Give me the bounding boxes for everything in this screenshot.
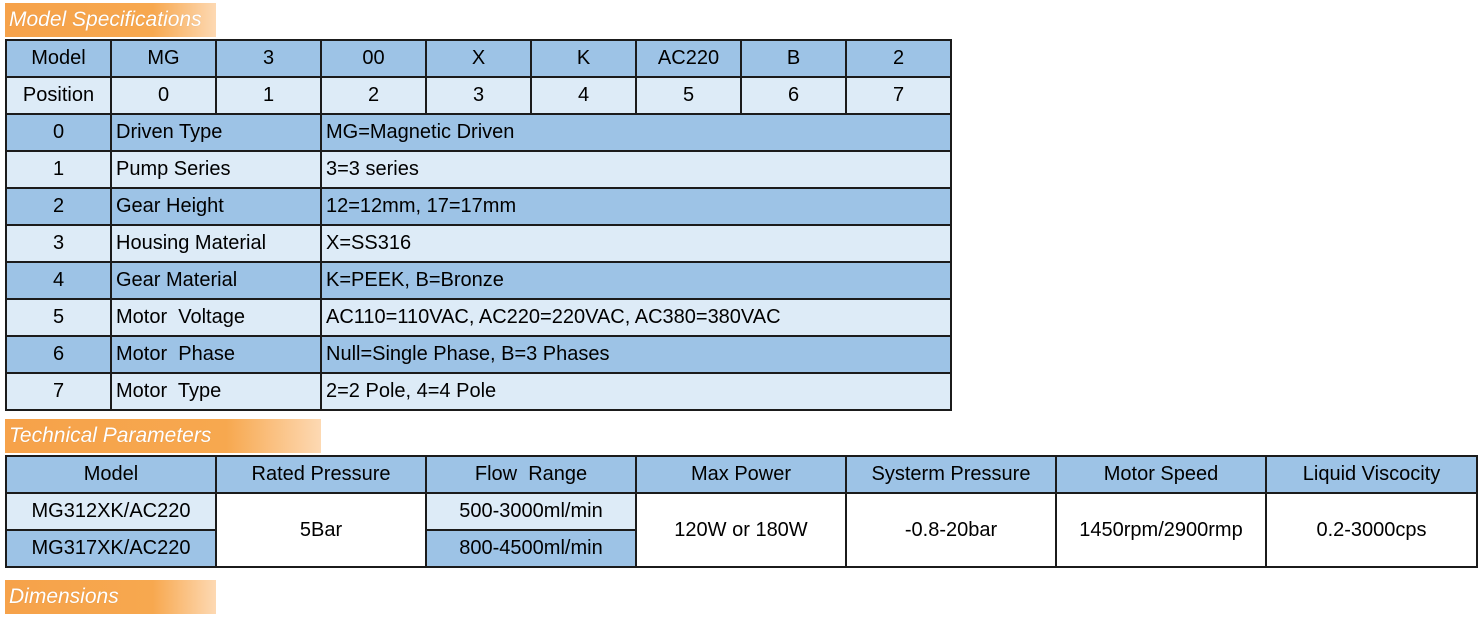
model-code-cell: B [741, 40, 846, 77]
header-liquid-viscosity: Liquid Viscocity [1266, 456, 1477, 493]
header-model: Model [6, 456, 216, 493]
spec-position: 7 [6, 373, 111, 410]
model-code-cell: 3 [216, 40, 321, 77]
position-cell: 0 [111, 77, 216, 114]
spec-description: Null=Single Phase, B=3 Phases [321, 336, 951, 373]
model-code-cell: MG [111, 40, 216, 77]
tech-row [6, 493, 1477, 530]
rated-pressure-cell: 5Bar [216, 493, 426, 567]
spec-position: 6 [6, 336, 111, 373]
spec-name: Gear Height [111, 188, 321, 225]
max-power-cell: 120W or 180W [636, 493, 846, 567]
spec-row [6, 151, 951, 188]
spec-name: Motor Voltage [111, 299, 321, 336]
position-row [6, 77, 951, 114]
header-motor-speed: Motor Speed [1056, 456, 1266, 493]
spec-row [6, 188, 951, 225]
position-cell: 6 [741, 77, 846, 114]
spec-description: AC110=110VAC, AC220=220VAC, AC380=380VAC [321, 299, 951, 336]
spec-name: Motor Type [111, 373, 321, 410]
model-code-cell: 00 [321, 40, 426, 77]
spec-description: K=PEEK, B=Bronze [321, 262, 951, 299]
technical-parameters-table [5, 455, 1478, 568]
model-code-row [6, 40, 951, 77]
model-specifications-table [5, 39, 952, 411]
system-pressure-cell: -0.8-20bar [846, 493, 1056, 567]
model-code-cell: AC220 [636, 40, 741, 77]
model-code-cell: 2 [846, 40, 951, 77]
spec-name: Motor Phase [111, 336, 321, 373]
spec-description: X=SS316 [321, 225, 951, 262]
header-max-power: Max Power [636, 456, 846, 493]
spec-name: Driven Type [111, 114, 321, 151]
model-label-cell: Model [6, 40, 111, 77]
spec-description: 3=3 series [321, 151, 951, 188]
position-cell: 7 [846, 77, 951, 114]
position-cell: 2 [321, 77, 426, 114]
position-cell: 3 [426, 77, 531, 114]
spec-position: 2 [6, 188, 111, 225]
spec-description: 12=12mm, 17=17mm [321, 188, 951, 225]
flow-range-cell: 800-4500ml/min [426, 530, 636, 567]
spec-position: 5 [6, 299, 111, 336]
spec-row [6, 225, 951, 262]
spec-description: 2=2 Pole, 4=4 Pole [321, 373, 951, 410]
spec-row [6, 114, 951, 151]
tech-header-row [6, 456, 1477, 493]
model-cell: MG317XK/AC220 [6, 530, 216, 567]
spec-row [6, 299, 951, 336]
position-cell: 4 [531, 77, 636, 114]
spec-name: Pump Series [111, 151, 321, 188]
spec-position: 1 [6, 151, 111, 188]
flow-range-cell: 500-3000ml/min [426, 493, 636, 530]
header-system-pressure: Systerm Pressure [846, 456, 1056, 493]
position-cell: 5 [636, 77, 741, 114]
model-code-cell: X [426, 40, 531, 77]
spec-row [6, 373, 951, 410]
position-cell: 1 [216, 77, 321, 114]
spec-name: Gear Material [111, 262, 321, 299]
model-cell: MG312XK/AC220 [6, 493, 216, 530]
spec-row [6, 336, 951, 373]
position-label-cell: Position [6, 77, 111, 114]
spec-row [6, 262, 951, 299]
section-title-technical-parameters: Technical Parameters [5, 419, 321, 453]
model-code-cell: K [531, 40, 636, 77]
spec-position: 3 [6, 225, 111, 262]
section-title-dimensions: Dimensions [5, 580, 216, 614]
header-flow-range: Flow Range [426, 456, 636, 493]
header-rated-pressure: Rated Pressure [216, 456, 426, 493]
liquid-viscosity-cell: 0.2-3000cps [1266, 493, 1477, 567]
section-title-model-specifications: Model Specifications [5, 3, 216, 37]
spec-position: 0 [6, 114, 111, 151]
spec-position: 4 [6, 262, 111, 299]
motor-speed-cell: 1450rpm/2900rmp [1056, 493, 1266, 567]
spec-description: MG=Magnetic Driven [321, 114, 951, 151]
spec-name: Housing Material [111, 225, 321, 262]
